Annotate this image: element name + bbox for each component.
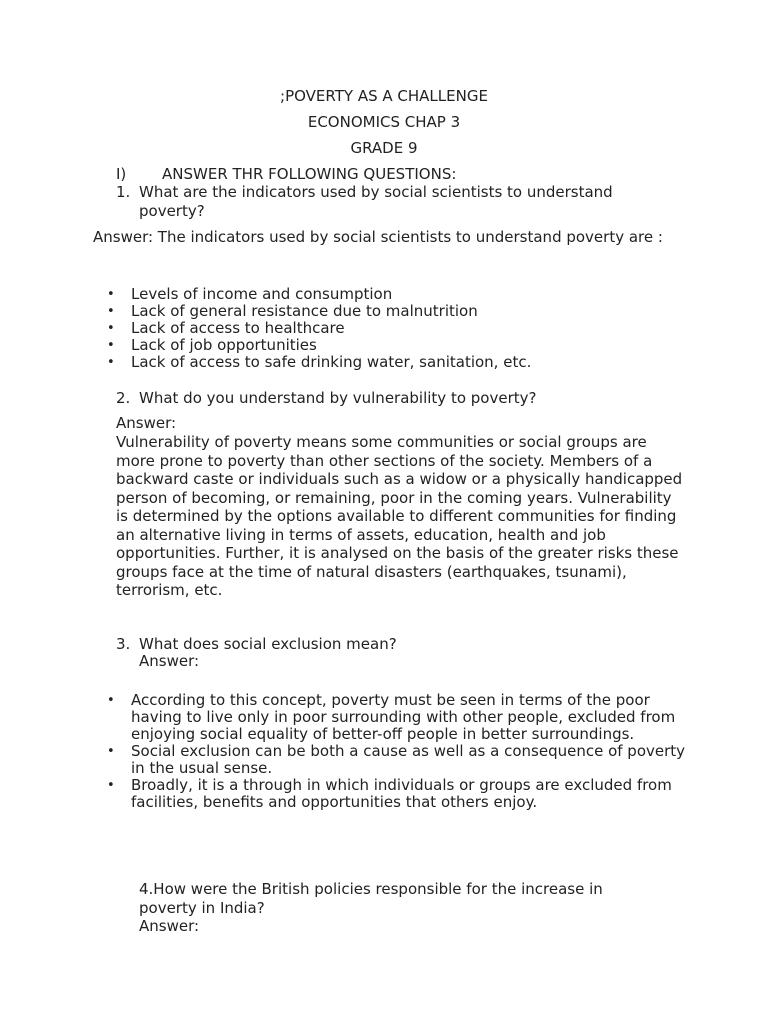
question-1-bullet-list <box>93 286 653 371</box>
question-3-answer-label: Answer: <box>139 652 200 670</box>
question-2 <box>116 389 676 408</box>
question-2-number: 2. <box>116 389 131 407</box>
list-item: • Social exclusion can be both a cause as well as a consequence of poverty in the usual sense. <box>93 743 693 777</box>
document-grade: GRADE 9 <box>350 139 418 157</box>
question-2-answer-label: Answer: <box>116 414 177 432</box>
list-item: • Lack of general resistance due to malnutrition <box>93 303 653 320</box>
section-numeral: I) <box>116 165 127 183</box>
question-1-number: 1. <box>116 183 131 201</box>
list-item: • Lack of access to safe drinking water, sanitation, etc. <box>93 354 653 371</box>
question-4-text: 4.How were the British policies responsible for the increase in poverty in India? <box>139 880 603 917</box>
section-heading: ANSWER THR FOLLOWING QUESTIONS: <box>162 165 457 183</box>
document-subject: ECONOMICS CHAP 3 <box>307 113 461 131</box>
question-3 <box>116 635 676 654</box>
question-3-bullet-list <box>93 692 693 811</box>
question-1-text: What are the indicators used by social scientists to understand poverty? <box>139 183 613 220</box>
list-item: • Levels of income and consumption <box>93 286 653 303</box>
question-1 <box>116 183 656 220</box>
question-1-answer: Answer: The indicators used by social scientists to understand poverty are : <box>93 228 663 246</box>
question-2-text: What do you understand by vulnerability to poverty? <box>139 389 537 407</box>
question-3-number: 3. <box>116 635 131 653</box>
question-4-answer-label: Answer: <box>139 917 200 935</box>
question-3-text: What does social exclusion mean? <box>139 635 397 653</box>
document-title: ;POVERTY AS A CHALLENGE <box>280 87 488 105</box>
list-item: • According to this concept, poverty must be seen in terms of the poor having to live only in poor surrounding with other people, excluded from enjoying social equality of better-off people in better surroundings. <box>93 692 693 743</box>
list-item: • Broadly, it is a through in which individuals or groups are excluded from facilities, benefits and opportunities that others enjoy. <box>93 777 693 811</box>
list-item: • Lack of access to healthcare <box>93 320 653 337</box>
list-item: • Lack of job opportunities <box>93 337 653 354</box>
question-2-answer: Vulnerability of poverty means some communities or social groups are more prone to poverty than other sections of the society. Members of a backward caste or individuals such as a widow or a physically handicapped person of becoming, or remaining, poor in the coming years. Vulnerability is determined by the options available to different communities for finding an alternative living in terms of assets, education, health and job opportunities. Further, it is analysed on the basis of the greater risks these groups face at the time of natural disasters (earthquakes, tsunami), terrorism, etc. <box>116 433 683 599</box>
